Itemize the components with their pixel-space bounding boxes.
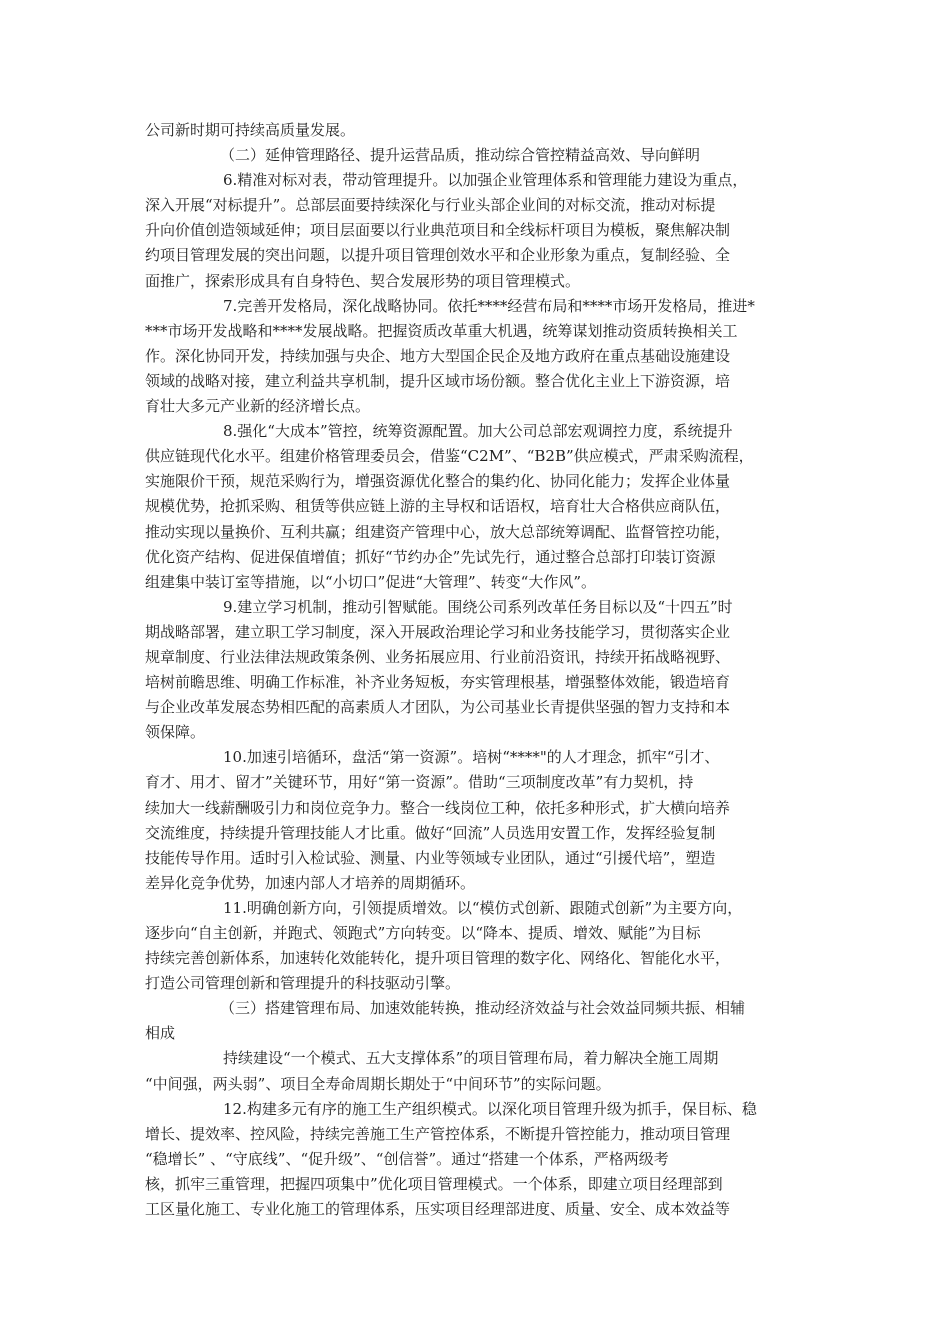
text-line: 规模优势，抢抓采购、租赁等供应链上游的主导权和话语权，培育壮大合格供应商队伍，	[145, 497, 731, 516]
text-line: 核，抓牢三重管理，把握四项集中”优化项目管理模式。一个体系，即建立项目经理部到	[145, 1174, 723, 1193]
text-line: 11.明确创新方向，引领提质增效。以“模仿式创新、跟随式创新”为主要方向，	[223, 898, 743, 917]
text-line: ***市场开发战略和****发展战略。把握资质改革重大机遇，统筹谋划推动资质转换相关工	[145, 321, 738, 340]
text-line: 公司新时期可持续高质量发展。	[145, 121, 356, 139]
text-line: 交流维度，持续提升管理技能人才比重。做好“回流”人员选用安置工作，发挥经验复制	[145, 823, 716, 842]
text-line: “中间强，两头弱”、项目全寿命周期长期处于“中间环节”的实际问题。	[145, 1074, 611, 1093]
text-line: 相成	[145, 1024, 176, 1043]
text-line: 8.强化“大成本”管控，统筹资源配置。加大公司总部宏观调控力度，系统提升	[223, 422, 733, 441]
text-line: 与企业改革发展态势相匹配的高素质人才团队，为公司基业长青提供坚强的智力支持和本	[145, 698, 731, 717]
text-line: 规章制度、行业法律法规政策条例、业务拓展应用、行业前沿资讯，持续开拓战略视野、	[145, 647, 731, 666]
text-line: 9.建立学习机制，推动引智赋能。围绕公司系列改革任务目标以及“十四五”时	[223, 597, 733, 616]
text-line: （二）延伸管理路径、提升运营品质，推动综合管控精益高效、导向鲜明	[220, 146, 701, 165]
text-line: 育才、用才、留才”关键环节，用好“第一资源”。借助“三项制度改革”有力契机，持	[145, 773, 694, 792]
text-line: 持续建设“一个模式、五大支撑体系”的项目管理布局，着力解决全施工周期	[223, 1049, 719, 1068]
text-line: 打造公司管理创新和管理提升的科技驱动引擎。	[145, 974, 461, 993]
text-line: 10.加速引培循环，盘活“第一资源”。培树“****"的人才理念，抓牢“引才、	[223, 748, 720, 767]
text-line: 12.构建多元有序的施工生产组织模式。以深化项目管理升级为抓手，保目标、稳	[223, 1099, 757, 1118]
text-line: 领域的战略对接，建立利益共享机制，提升区域市场份额。整合优化主业上下游资源，培	[145, 371, 731, 390]
text-line: 逐步向“自主创新，并跑式、领跑式”方向转变。以“降本、提质、增效、赋能”为目标	[145, 924, 701, 942]
text-line: 6.精准对标对表，带动管理提升。以加强企业管理体系和管理能力建设为重点，	[223, 171, 748, 190]
text-line: 工区量化施工、专业化施工的管理体系，压实项目经理部进度、质量、安全、成本效益等	[145, 1200, 731, 1219]
text-line: 增长、提效率、控风险，持续完善施工生产管控体系，不断提升管控能力，推动项目管理	[145, 1124, 731, 1143]
text-line: 深入开展“对标提升”。总部层面要持续深化与行业头部企业间的对标交流，推动对标提	[145, 196, 716, 215]
document-body	[145, 118, 811, 1222]
text-line: 领保障。	[145, 723, 206, 742]
text-line: 实施限价干预，规范采购行为，增强资源优化整合的集约化、协同化能力；发挥企业体量	[145, 472, 731, 491]
text-line: （三）搭建管理布局、加速效能转换，推动经济效益与社会效益同频共振、相辅	[220, 999, 746, 1018]
text-line: 供应链现代化水平。组建价格管理委员会，借鉴“C2M”、“B2B”供应模式，严肃采购流程，	[145, 447, 754, 466]
text-line: 组建集中装订室等措施，以“小切口”促进“大管理”、转变“大作风”。	[145, 572, 597, 591]
text-line: 育壮大多元产业新的经济增长点。	[145, 397, 371, 416]
text-line: 培树前瞻思维、明确工作标准，补齐业务短板，夯实管理根基，增强整体效能，锻造培育	[145, 673, 731, 692]
text-line: 7.完善开发格局，深化战略协同。依托****经营布局和****市场开发格局，推进*	[223, 296, 755, 315]
text-line: 期战略部署，建立职工学习制度，深入开展政治理论学习和业务技能学习，贯彻落实企业	[145, 622, 731, 641]
text-line: 续加大一线薪酬吸引力和岗位竞争力。整合一线岗位工种，依托多种形式，扩大横向培养	[145, 798, 731, 817]
text-line: “稳增长” 、“守底线”、“促升级”、“创信誉”。通过“搭建一个体系，严格两级考	[145, 1149, 669, 1168]
text-line: 作。深化协同开发，持续加强与央企、地方大型国企民企及地方政府在重点基础设施建设	[145, 346, 731, 365]
text-line: 升向价值创造领域延伸；项目层面要以行业典范项目和全线标杆项目为模板，聚焦解决制	[145, 221, 731, 240]
text-line: 面推广，探索形成具有自身特色、契合发展形势的项目管理模式。	[145, 271, 581, 290]
text-line: 持续完善创新体系，加速转化效能转化，提升项目管理的数字化、网络化、智能化水平，	[145, 949, 731, 968]
text-line: 优化资产结构、促进保值增值；抓好“节约办企”先试先行，通过整合总部打印装订资源	[145, 547, 716, 566]
text-line: 技能传导作用。适时引入检试验、测量、内业等领域专业团队，通过“引援代培”，塑造	[145, 848, 716, 867]
text-line: 差异化竞争优势，加速内部人才培养的周期循环。	[145, 873, 476, 892]
text-line: 约项目管理发展的突出问题，以提升项目管理创效水平和企业形象为重点，复制经验、全	[145, 246, 731, 265]
text-line: 推动实现以量换价、互利共赢；组建资产管理中心，放大总部统筹调配、监督管控功能，	[145, 522, 731, 541]
